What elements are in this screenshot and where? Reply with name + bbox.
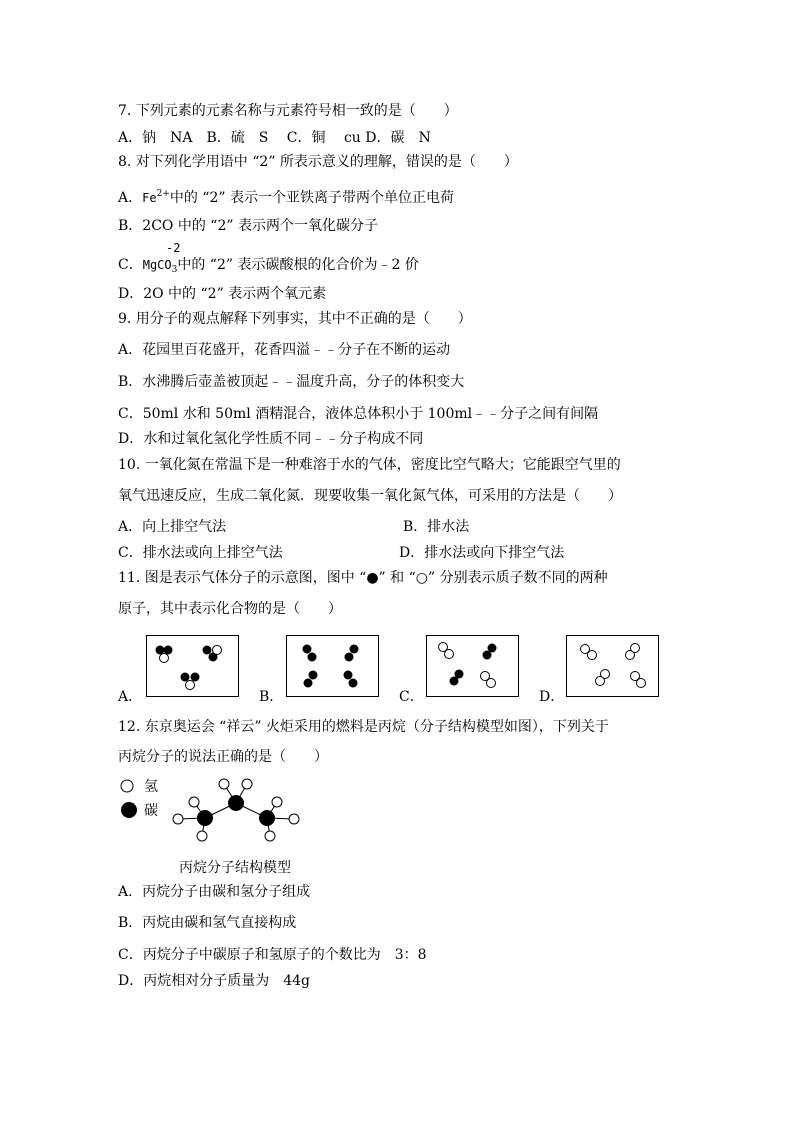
q8-option-a: A．$Fe^{2+}$中的 “2” 表示一个亚铁离子带两个单位正电荷 — [118, 189, 454, 206]
q12-option-c: C．丙烷分子中碳原子和氢原子的个数比为 3：8 — [118, 947, 427, 963]
q10-option-d: D．排水法或向下排空气法 — [399, 545, 565, 561]
q12-option-b: B．丙烷由碳和氢气直接构成 — [118, 915, 297, 931]
q7-options: A．钠 NA B．硫 S C．铜 cu D．碳 N — [118, 130, 431, 146]
q9-option-c: C．50ml 水和 50ml 酒精混合，液体总体积小于 100ml﹣﹣分子之间有间隔 — [118, 406, 599, 422]
q8-option-c: C．MgCO$_3$中的 “2” 表示碳酸根的化合价为﹣2 价 — [118, 257, 419, 275]
legend-carbon-label: 碳 — [144, 803, 158, 819]
molecule-diagram-c — [427, 636, 518, 696]
q10-option-c: C．排水法或向上排空气法 — [118, 545, 283, 561]
propane-model-caption: 丙烷分子结构模型 — [179, 860, 291, 876]
q8-charge-label: -2 — [166, 241, 181, 255]
q11-label-b: B． — [259, 689, 284, 705]
q10-stem-line1: 10. 一氧化氮在常温下是一种难溶于水的气体，密度比空气略大；它能跟空气里的 — [118, 457, 621, 473]
q12-option-a: A．丙烷分子由碳和氢分子组成 — [118, 884, 311, 900]
q8-option-b: B．2CO 中的 “2” 表示两个一氧化碳分子 — [118, 218, 378, 234]
q9-option-b: B．水沸腾后壶盖被顶起﹣﹣温度升高，分子的体积变大 — [118, 374, 465, 390]
legend-hydrogen-label: 氢 — [144, 779, 158, 795]
molecule-diagram-a — [147, 636, 238, 696]
q8-stem: 8. 对下列化学用语中 “2” 所表示意义的理解，错误的是（ ） — [118, 154, 518, 170]
q11-label-c: C． — [399, 689, 424, 705]
q11-diagram-a — [146, 635, 239, 697]
q12-stem-line2: 丙烷分子的说法正确的是（ ） — [118, 749, 328, 765]
q7-stem: 7. 下列元素的元素名称与元素符号相一致的是（ ） — [118, 103, 458, 119]
q11-label-a: A． — [118, 689, 143, 705]
q11-diagram-c — [426, 635, 519, 697]
q11-stem-line1: 11. 图是表示气体分子的示意图，图中 “●” 和 “○” 分别表示质子数不同的两种 — [118, 570, 608, 586]
q8-option-d: D．2O 中的 “2” 表示两个氧元素 — [118, 286, 327, 302]
q11-diagram-d — [566, 635, 659, 697]
molecule-diagram-b — [287, 636, 378, 696]
q11-label-d: D． — [539, 689, 565, 705]
q9-option-a: A．花园里百花盛开，花香四溢﹣﹣分子在不断的运动 — [118, 342, 451, 358]
q11-diagram-b — [286, 635, 379, 697]
q11-stem-line2: 原子，其中表示化合物的是（ ） — [118, 601, 342, 617]
q10-option-a: A．向上排空气法 — [118, 519, 227, 535]
q9-option-d: D．水和过氧化氢化学性质不同﹣﹣分子构成不同 — [118, 431, 424, 447]
q12-stem-line1: 12. 东京奥运会 “祥云” 火炬采用的燃料是丙烷（分子结构模型如图），下列关于 — [118, 719, 609, 735]
molecule-diagram-d — [567, 636, 658, 696]
q12-option-d: D．丙烷相对分子质量为 44g — [118, 973, 311, 989]
q10-option-b: B．排水法 — [403, 519, 470, 535]
q10-stem-line2: 氧气迅速反应，生成二氧化氮．现要收集一氧化氮气体，可采用的方法是（ ） — [118, 488, 622, 504]
q9-stem: 9. 用分子的观点解释下列事实，其中不正确的是（ ） — [118, 311, 472, 327]
